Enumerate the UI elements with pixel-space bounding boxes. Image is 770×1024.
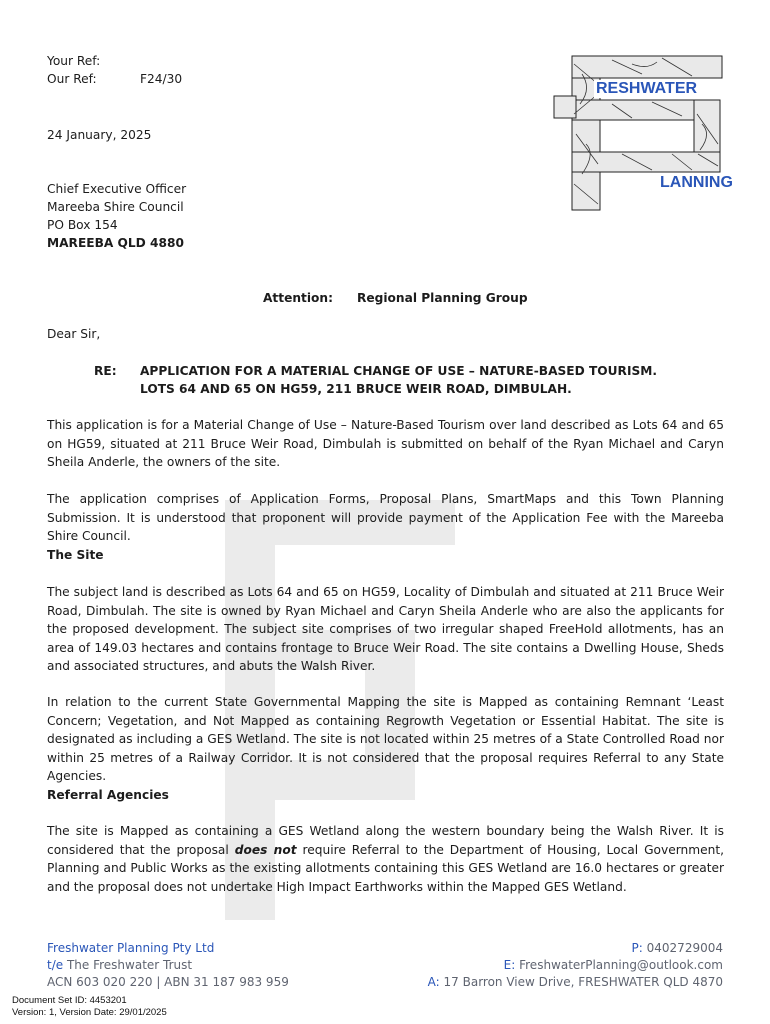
site-paragraph-1: The subject land is described as Lots 64 and 65 on HG59, Locality of Dimbulah and situated at 211 Bruce Weir Road, Dimbulah. The site is owned by Ryan Michael and Caryn Sheila Anderle who are also the applicants for the proposed development. The subject site comprises of two irregular shaped FreeHold allotments, has an area of 149.03 hectares and contains frontage to Bruce Weir Road. The site contains a Dwelling House, Sheds and associated structures, and abuts the Walsh River. [47,585,724,674]
footer-company-info [47,940,289,990]
intro-paragraph-1: This application is for a Material Change of Use – Nature-Based Tourism over land described as Lots 64 and 65 on HG59, situated at 211 Bruce Weir Road, Dimbulah is submitted on behalf of the Ryan Michael and Caryn Sheila Anderle, the owners of the site. [47,418,724,470]
salutation: Dear Sir, [47,327,101,341]
footer-phone-label: P: [631,941,643,955]
recipient-line-3: PO Box 154 [47,218,118,232]
footer-phone-value: 0402729004 [642,941,723,955]
referral-heading: Referral Agencies [47,788,169,802]
footer-company-name: Freshwater Planning Pty Ltd [47,941,215,955]
intro-paragraph-2: The application comprises of Application Forms, Proposal Plans, SmartMaps and this Town Planning Submission. It is understood that proponent will provide payment of the Application Fee with the Mareeba Shire Council. [47,492,724,544]
site-heading: The Site [47,548,104,562]
document-version: Version: 1, Version Date: 29/01/2025 [12,1007,167,1018]
our-ref-value: F24/30 [140,72,183,86]
logo-word-freshwater: RESHWATER [596,80,698,97]
referral-text-before: The site is Mapped as containing a GES Wetland along the western boundary being the Walsh River. It is considered that the proposal [47,824,724,857]
footer-contact-info [428,940,723,990]
re-line-2: LOTS 64 AND 65 ON HG59, 211 BRUCE WEIR ROAD, DIMBULAH. [140,382,572,396]
referral-text-after: require Referral to the Department of Housing, Local Government, Planning and Public Works as the existing allotments containing this GES Wetland are 16.0 hectares or greater and the proposal does not undertake High Impact Earthworks within the Mapped GES Wetland. [47,842,724,894]
re-line-1: APPLICATION FOR A MATERIAL CHANGE OF USE – NATURE-BASED TOURISM. [140,364,658,378]
footer-te-label: t/e [47,957,64,972]
referral-paragraph [47,822,724,896]
our-ref-label: Our Ref: [47,72,97,86]
recipient-line-2: Mareeba Shire Council [47,200,184,214]
footer-acn-abn: ACN 603 020 220 | ABN 31 187 983 959 [47,974,289,989]
footer-te-value: The Freshwater Trust [63,957,193,972]
document-set-id: Document Set ID: 4453201 [12,995,127,1006]
document-set-stamp [12,995,167,1019]
footer-email [428,957,723,974]
attention-label: Attention: [263,291,333,305]
footer-email-value: FreshwaterPlanning@outlook.com [515,957,723,972]
logo-word-planning: LANNING [660,174,733,191]
footer-address-value: 17 Barron View Drive, FRESHWATER QLD 4870 [439,974,723,989]
footer-email-label: E: [503,957,516,972]
re-label: RE: [94,364,117,378]
recipient-line-4: MAREEBA QLD 4880 [47,236,184,250]
footer-phone [428,940,723,957]
site-paragraph-2: In relation to the current State Governmental Mapping the site is Mapped as containing Remnant ‘Least Concern; Vegetation, and Not Mapped as containing Regrowth Vegetation or Essential Habitat. The site is designated as including a GES Wetland. The site is not located within 25 metres of a State Controlled Road nor within 25 metres of a Railway Corridor. It is not considered that the proposal requires Referral to any State Agencies. [47,695,724,784]
letter-date: 24 January, 2025 [47,128,152,142]
company-logo [552,54,732,212]
recipient-line-1: Chief Executive Officer [47,182,187,196]
footer-address-label: A: [427,974,440,989]
your-ref-label: Your Ref: [47,54,101,68]
referral-emphasis: does not [234,842,297,857]
attention-value: Regional Planning Group [357,291,528,305]
footer-trust-line [47,957,289,974]
footer-address [428,974,723,991]
